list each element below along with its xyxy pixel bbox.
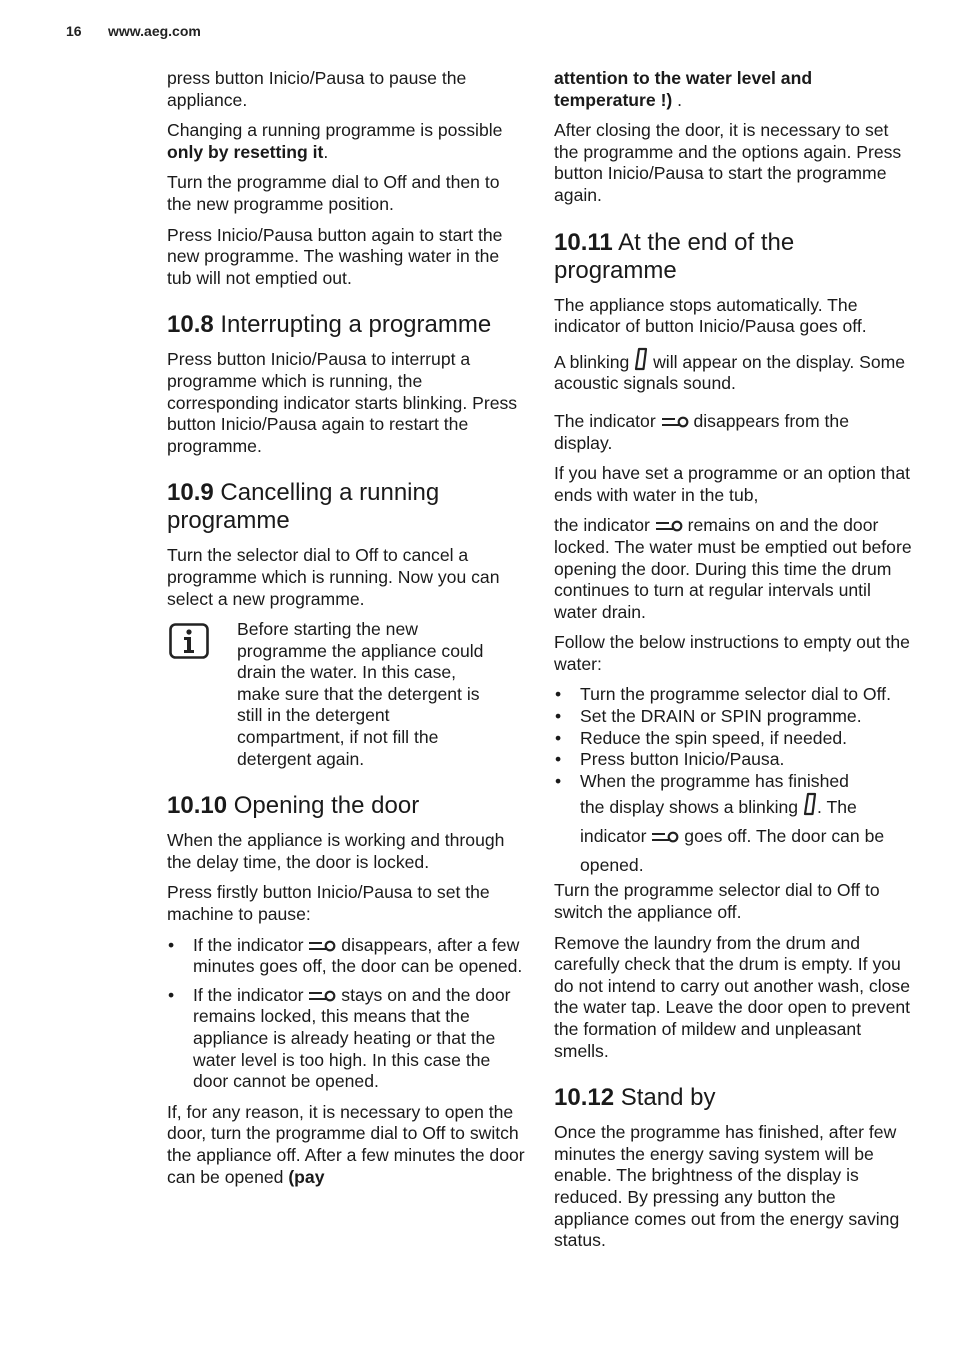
paragraph: The appliance stops automatically. The indicator of button Inicio/Pausa goes off. bbox=[554, 294, 867, 337]
paragraph: Turn the selector dial to Off to cancel a programme which is running. Now you can select a new programme. bbox=[167, 545, 500, 609]
paragraph: attention to the water level and temperature !) . bbox=[554, 68, 813, 110]
paragraph: Turn the programme dial to Off and then to the new programme position. bbox=[167, 172, 500, 214]
site-url[interactable]: www.aeg.com bbox=[108, 23, 201, 39]
list-item: • If the indicator stays on and the door remains locked, this means that the appliance is already heating or that the water level is too high. In this case the door cannot be opened. bbox=[167, 985, 525, 1093]
paragraph: Press button Inicio/Pausa to interrupt a programme which is running, the corresponding indicator starts blinking. Press button Inicio/Pausa again to restart the programme. bbox=[167, 349, 518, 456]
paragraph: Turn the programme selector dial to Off to switch the appliance off. bbox=[554, 880, 880, 923]
list-item: • When the programme has finished the display shows a blinking . The indicator goes off. The door can be opened. bbox=[554, 771, 912, 881]
door-lock-icon bbox=[308, 989, 336, 1003]
section-heading-10-8: 10.8 Interrupting a programme bbox=[167, 311, 492, 339]
page-header bbox=[66, 23, 201, 39]
paragraph: After closing the door, it is necessary to set the programme and the options again. Press button Inicio/Pausa to start the programme again. bbox=[554, 120, 902, 205]
right-column bbox=[554, 68, 912, 1261]
list-item: • Reduce the spin speed, if needed. bbox=[554, 728, 912, 750]
list-item: • Press button Inicio/Pausa. bbox=[554, 749, 912, 771]
door-lock-icon bbox=[655, 519, 683, 533]
info-note bbox=[167, 619, 525, 770]
paragraph: Once the programme has finished, after few minutes the energy saving system will be enable. The brightness of the display is reduced. By pressing any button the appliance comes out from the energy saving status. bbox=[554, 1122, 900, 1251]
door-lock-icon bbox=[651, 830, 679, 844]
note-text: Before starting the new programme the appliance could drain the water. In this case, make sure that the detergent is still in the detergent compartment, if not fill the detergent again. bbox=[237, 619, 484, 769]
info-icon bbox=[167, 619, 237, 770]
bold-text: only by resetting it bbox=[167, 141, 324, 162]
paragraph: Press firstly button Inicio/Pausa to set the machine to pause: bbox=[167, 882, 490, 925]
section-heading-10-11: 10.11 At the end of the programme bbox=[554, 228, 795, 284]
paragraph: press button Inicio/Pausa to pause the appliance. bbox=[167, 68, 467, 110]
paragraph: the indicator remains on and the door locked. The water must be emptied out before opening the door. During this time the drum continues to turn at regular intervals until water drain. bbox=[554, 515, 912, 622]
paragraph: Press Inicio/Pausa button again to start the new programme. The washing water in the tub will not emptied out. bbox=[167, 224, 503, 288]
bold-text: attention to the water level and temperature !) bbox=[554, 68, 813, 110]
left-column bbox=[167, 68, 525, 1197]
paragraph: A blinking will appear on the display. Some acoustic signals sound. bbox=[554, 347, 912, 395]
bullet-list bbox=[167, 935, 525, 1093]
section-heading-10-12: 10.12 Stand by bbox=[554, 1084, 716, 1112]
door-lock-icon bbox=[661, 415, 689, 429]
bold-text: (pay bbox=[288, 1166, 325, 1187]
paragraph: The indicator disappears from the display. bbox=[554, 410, 849, 453]
paragraph: When the appliance is working and through the delay time, the door is locked. bbox=[167, 830, 505, 872]
list-item: • Set the DRAIN or SPIN programme. bbox=[554, 706, 912, 728]
list-item: • If the indicator disappears, after a few minutes goes off, the door can be opened. bbox=[167, 935, 525, 978]
page-number: 16 bbox=[66, 23, 82, 39]
section-heading-10-9: 10.9 Cancelling a running programme bbox=[167, 479, 440, 535]
zero-digit-icon bbox=[803, 792, 817, 816]
zero-digit-icon bbox=[634, 347, 648, 371]
paragraph: Follow the below instructions to empty out the water: bbox=[554, 632, 910, 674]
bullet-list bbox=[554, 684, 912, 880]
paragraph: If you have set a programme or an option that ends with water in the tub, bbox=[554, 463, 910, 505]
paragraph: Remove the laundry from the drum and carefully check that the drum is empty. If you do not intend to carry out another wash, close the water tap. Leave the door open to prevent the formation of mildew and unpleasant smells. bbox=[554, 932, 911, 1061]
list-item: • Turn the programme selector dial to Off. bbox=[554, 684, 912, 706]
paragraph: Changing a running programme is possible only by resetting it. bbox=[167, 120, 503, 162]
section-heading-10-10: 10.10 Opening the door bbox=[167, 792, 420, 820]
paragraph: If, for any reason, it is necessary to open the door, turn the programme dial to Off to switch the appliance off. After a few minutes the door can be opened (pay bbox=[167, 1101, 525, 1187]
door-lock-icon bbox=[308, 939, 336, 953]
